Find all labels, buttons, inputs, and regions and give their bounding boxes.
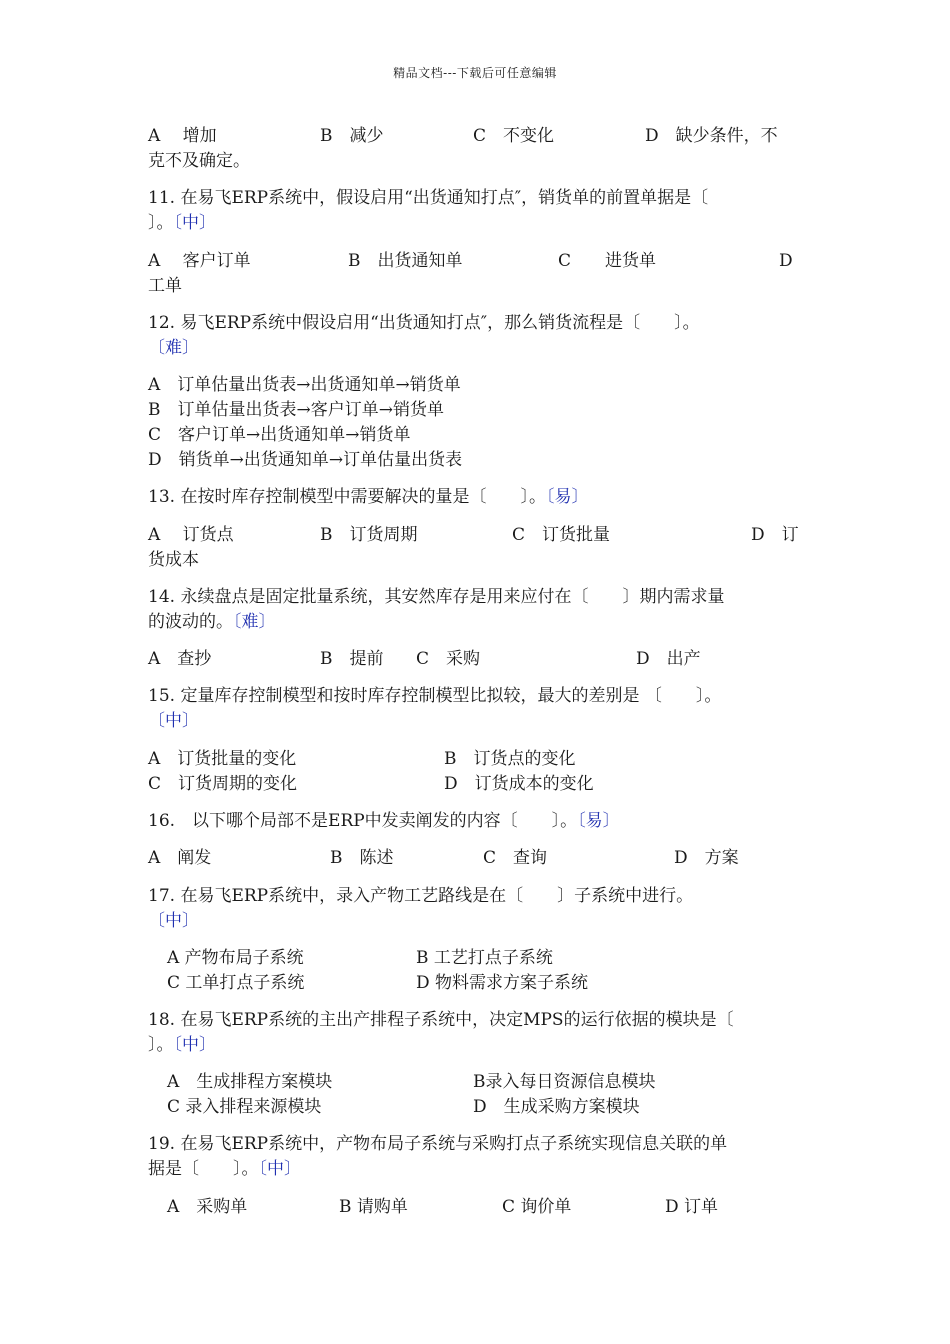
q11-stem-cont [148, 211, 803, 236]
q17-stem: 17. 在易飞ERP系统中，录入产物工艺路线是在〔 〕子系统中进行。 [148, 886, 694, 906]
q14-stem-tail: 的波动的。 [148, 612, 233, 632]
q15-option-a: A 订货批量的变化 [148, 749, 297, 769]
q15-stem: 15. 定量库存控制模型和按时库存控制模型比拟较，最大的差别是 〔 〕。 [148, 686, 722, 706]
q18-option-b: B录入每日资源信息模块 [473, 1072, 656, 1092]
q18-option-a: A 生成排程方案模块 [167, 1072, 333, 1092]
q10-option-a: A 增加 [148, 126, 217, 146]
q14-option-a: A 查抄 [148, 649, 212, 669]
q19-stem-cont [148, 1157, 803, 1182]
q16-stem [148, 809, 803, 834]
q11-stem: 11. 在易飞ERP系统中，假设启用“出货通知打点″，销货单的前置单据是〔 [148, 188, 709, 208]
q10-option-d: D 缺少条件，不 [645, 126, 778, 146]
q15-option-d: D 订货成本的变化 [444, 774, 594, 794]
q13-option-b: B 订货周期 [320, 525, 418, 545]
q12-option-d: D 销货单→出货通知单→订单估量出货表 [148, 450, 463, 470]
q19-option-d: D 订单 [665, 1197, 719, 1217]
q13-stem-text: 13. 在按时库存控制模型中需要解决的量是〔 〕。 [148, 487, 546, 507]
q14-stem: 14. 永续盘点是固定批量系统，其安然库存是用来应付在〔 〕期内需求量 [148, 587, 725, 607]
q18-stem-cont [148, 1033, 803, 1058]
q19-option-a: A 采购单 [167, 1197, 248, 1217]
q14-stem-cont [148, 610, 803, 635]
q18-stem-tail: 〕。 [148, 1035, 174, 1055]
q16-difficulty: 〔易〕 [577, 811, 620, 831]
q17-option-b: B 工艺打点子系统 [416, 948, 553, 968]
q13-stem [148, 485, 803, 510]
q13-option-wrap: 货成本 [148, 550, 199, 570]
q15-option-c: C 订货周期的变化 [148, 774, 298, 794]
q10-option-wrap: 克不及确定。 [148, 151, 250, 171]
q15-difficulty: 〔中〕 [148, 711, 199, 731]
q16-option-b: B 陈述 [330, 848, 394, 868]
q11-stem-tail: 〕。 [148, 213, 174, 233]
q17-option-d: D 物料需求方案子系统 [416, 973, 589, 993]
q12-stem: 12. 易飞ERP系统中假设启用“出货通知打点″，那么销货流程是〔 〕。 [148, 313, 700, 333]
q11-option-wrap: 工单 [148, 276, 182, 296]
q14-option-b: B 提前 [320, 649, 384, 669]
q18-difficulty: 〔中〕 [173, 1035, 216, 1055]
q19-difficulty: 〔中〕 [258, 1159, 301, 1179]
q18-stem: 18. 在易飞ERP系统的主出产排程子系统中，决定MPS的运行依据的模块是〔 [148, 1010, 734, 1030]
q12-option-a: A 订单估量出货表→出货通知单→销货单 [148, 375, 461, 395]
q11-option-a: A 客户订单 [148, 251, 251, 271]
q11-option-b: B 出货通知单 [348, 251, 463, 271]
q13-option-c: C 订货批量 [512, 525, 611, 545]
q10-option-b: B 减少 [320, 126, 384, 146]
q16-option-a: A 阐发 [148, 848, 212, 868]
q14-option-c: C 采购 [416, 649, 481, 669]
q19-stem-tail: 据是〔 〕。 [148, 1159, 259, 1179]
q18-option-c: C 录入排程来源模块 [167, 1097, 322, 1117]
q19-option-c: C 询价单 [502, 1197, 572, 1217]
q10-option-c: C 不变化 [473, 126, 555, 146]
q15-option-b: B 订货点的变化 [444, 749, 576, 769]
page-header: 精品文档---下载后可任意编辑 [393, 66, 557, 80]
q16-option-d: D 方案 [674, 848, 739, 868]
q11-option-d: D [779, 251, 793, 271]
q13-option-a: A 订货点 [148, 525, 234, 545]
q19-stem: 19. 在易飞ERP系统中，产物布局子系统与采购打点子系统实现信息关联的单 [148, 1134, 728, 1154]
q12-difficulty: 〔难〕 [148, 338, 199, 358]
q13-option-d: D 订 [751, 525, 799, 545]
q16-stem-text: 16. 以下哪个局部不是ERP中发卖阐发的内容〔 〕。 [148, 811, 578, 831]
q16-option-c: C 查询 [483, 848, 548, 868]
q18-option-d: D 生成采购方案模块 [473, 1097, 640, 1117]
q11-difficulty: 〔中〕 [173, 213, 216, 233]
q13-difficulty: 〔易〕 [545, 487, 589, 507]
q14-option-d: D 出产 [636, 649, 701, 669]
q19-option-b: B 请购单 [339, 1197, 408, 1217]
q12-option-c: C 客户订单→出货通知单→销货单 [148, 425, 411, 445]
q14-difficulty: 〔难〕 [233, 612, 276, 632]
q11-option-c: C 进货单 [558, 251, 657, 271]
q17-option-a: A 产物布局子系统 [167, 948, 304, 968]
q17-difficulty: 〔中〕 [148, 911, 199, 931]
q17-option-c: C 工单打点子系统 [167, 973, 305, 993]
q12-option-b: B 订单估量出货表→客户订单→销货单 [148, 400, 444, 420]
